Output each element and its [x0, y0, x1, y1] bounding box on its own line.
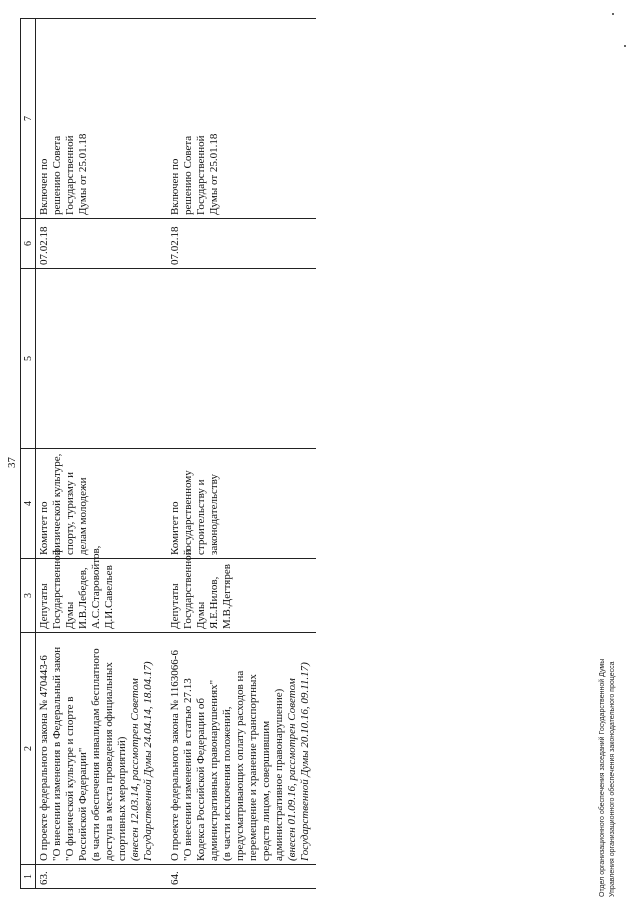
- row-number: 64.: [159, 865, 316, 889]
- footer-directorate: Управления организационного обеспечения законодательного процесса: [609, 661, 616, 897]
- note-line: Включен по: [38, 158, 50, 215]
- bill-text-line: административных правонарушениях": [208, 679, 220, 861]
- bill-text-line: Российской Федерации": [77, 747, 89, 861]
- responsible-committee: [36, 449, 160, 559]
- note-line: Думы от 25.01.18: [77, 133, 89, 215]
- committee-line: государственному: [182, 470, 194, 555]
- committee-line: Комитет по: [169, 501, 181, 555]
- author-line: А.С.Старовойтов,: [90, 545, 102, 629]
- scan-speck: [624, 45, 626, 47]
- note-line: Государственной: [64, 135, 76, 215]
- bill-text-line: предусматривающих оплату расходов на: [234, 670, 246, 861]
- author-line: Государственной: [51, 549, 63, 629]
- author-line: Депутаты: [169, 583, 181, 629]
- bill-text-line: Кодекса Российской Федерации об: [195, 698, 207, 861]
- bill-status-note: Государственной Думы 24.04.14, 18.04.17): [142, 661, 154, 861]
- page-number: 37: [6, 457, 18, 468]
- table-header-row: [21, 19, 36, 889]
- bill-text-line: перемещение и хранение транспортных: [247, 674, 259, 861]
- note-line: Государственной: [195, 135, 207, 215]
- bill-text-line: "О физической культуре и спорте в: [64, 696, 76, 861]
- bill-text-line: "О внесении изменения в Федеральный закон: [51, 646, 63, 861]
- bill-authors: [36, 545, 160, 633]
- note-line: решению Совета: [51, 135, 63, 215]
- column-header-7: 7: [21, 19, 36, 219]
- consideration-date: 07.02.18: [159, 219, 316, 269]
- bill-text-line: доступа в места проведения официальных: [103, 662, 115, 861]
- author-line: Депутаты: [38, 583, 50, 629]
- column-header-1: 1: [21, 865, 36, 889]
- inclusion-note: [36, 19, 160, 219]
- committee-line: строительству и: [195, 479, 207, 555]
- bill-description: [36, 633, 160, 865]
- committee-line: делам молодежи: [77, 477, 89, 555]
- author-line: М.В.Дегтярев: [221, 564, 233, 629]
- bill-text-line: "О внесении изменений в статью 27.13: [182, 678, 194, 861]
- bill-description: [159, 633, 316, 865]
- bill-status-note: (внесен 12.03.14, рассмотрен Советом: [129, 678, 141, 861]
- bill-text-line: О проекте федерального закона № 470443-6: [38, 655, 50, 861]
- responsible-committee: [159, 449, 316, 559]
- note-line: решению Совета: [182, 135, 194, 215]
- scan-speck: [612, 13, 614, 15]
- table-row: [159, 19, 316, 889]
- committee-line: Комитет по: [38, 501, 50, 555]
- footer-department: Отдел организационного обеспечения заседаний Государственной Думы: [599, 658, 606, 897]
- row-number: 63.: [36, 865, 160, 889]
- committee-line: спорту, туризму и: [64, 471, 76, 555]
- bill-text-line: средств лицом, совершившим: [260, 720, 272, 861]
- column-5-cell: [159, 269, 316, 449]
- page-footer: [598, 659, 618, 897]
- column-header-3: 3: [21, 559, 36, 633]
- inclusion-note: [159, 19, 316, 219]
- author-line: Государственной: [182, 549, 194, 629]
- column-header-2: 2: [21, 633, 36, 865]
- bill-text-line: (в части исключения положений,: [221, 706, 233, 861]
- agenda-table: [20, 18, 316, 889]
- bill-text-line: административное правонарушение): [273, 688, 285, 861]
- column-header-6: 6: [21, 219, 36, 269]
- author-line: Д.И.Савельев: [103, 565, 115, 629]
- author-line: Думы: [64, 601, 76, 629]
- bill-authors: [159, 549, 316, 633]
- column-header-4: 4: [21, 449, 36, 559]
- author-line: Думы: [195, 601, 207, 629]
- bill-text-line: спортивных мероприятий): [116, 736, 128, 861]
- committee-line: физической культуре,: [51, 453, 63, 555]
- consideration-date: 07.02.18: [36, 219, 160, 269]
- author-line: Я.Е.Нилов,: [208, 576, 220, 629]
- column-header-5: 5: [21, 269, 36, 449]
- author-line: И.В.Лебедев,: [77, 567, 89, 629]
- table-row: [36, 19, 160, 889]
- committee-line: законодательству: [208, 474, 220, 555]
- note-line: Думы от 25.01.18: [208, 133, 220, 215]
- bill-text-line: О проекте федерального закона № 1163066-6: [169, 650, 181, 861]
- bill-status-note: Государственной Думы 20.10.16, 09.11.17): [299, 662, 311, 861]
- bill-status-note: (внесен 01.09.16, рассмотрен Советом: [286, 678, 298, 861]
- bill-text-line: (в части обеспечения инвалидам бесплатного: [90, 648, 102, 861]
- note-line: Включен по: [169, 158, 181, 215]
- column-5-cell: [36, 269, 160, 449]
